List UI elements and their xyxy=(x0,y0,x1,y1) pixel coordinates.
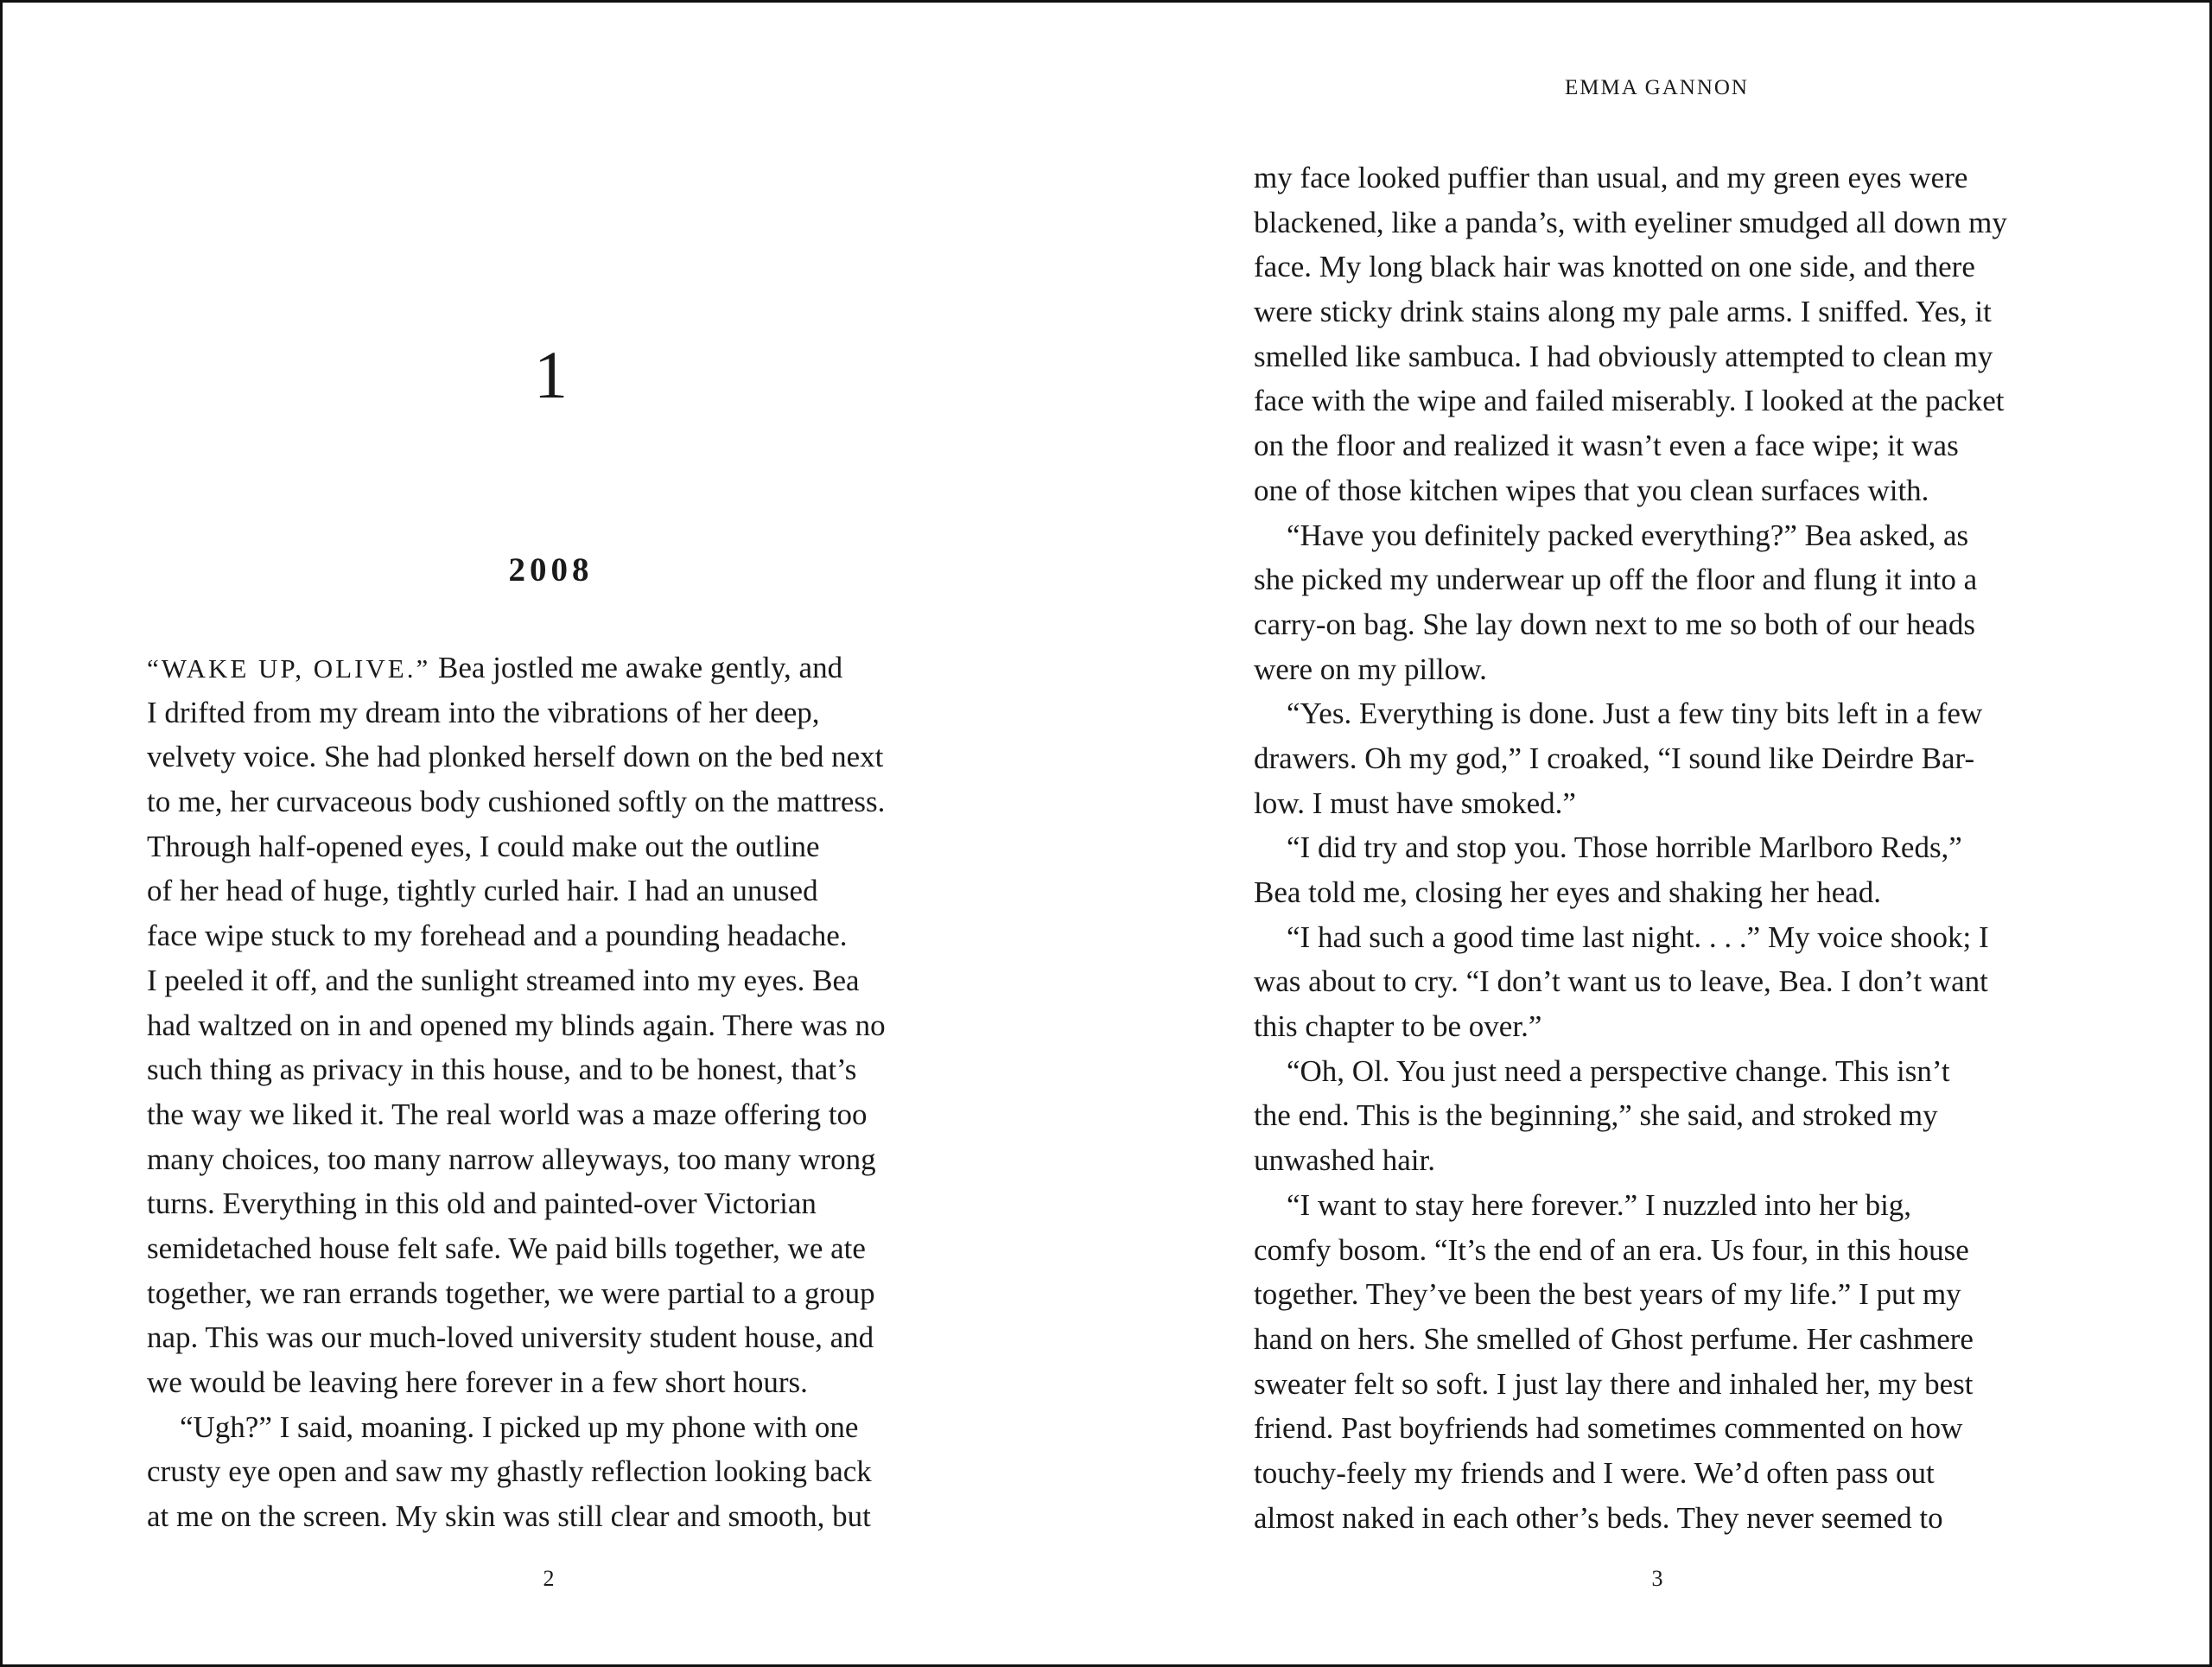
text-line: “Ugh?” I said, moaning. I picked up my phone with one xyxy=(180,1409,859,1444)
text-line: one of those kitchen wipes that you clean surfaces with. xyxy=(1254,473,1929,507)
text-line: low. I must have smoked.” xyxy=(1254,786,1576,820)
text-line: had waltzed on in and opened my blinds again. There was no xyxy=(147,1008,886,1042)
text-line: I peeled it off, and the sunlight streamed into my eyes. Bea xyxy=(147,963,860,997)
text-line: I drifted from my dream into the vibrations of her deep, xyxy=(147,695,820,729)
text-line: hand on hers. She smelled of Ghost perfume. Her cashmere xyxy=(1254,1321,1974,1356)
text-line: “I had such a good time last night. . . .” My voice shook; I xyxy=(1287,919,1989,954)
text-line: “Oh, Ol. You just need a perspective change. This isn’t xyxy=(1287,1053,1950,1088)
text-line: touchy-feely my friends and I were. We’d often pass out xyxy=(1254,1455,1935,1490)
text-line: carry-on bag. She lay down next to me so both of our heads xyxy=(1254,607,1975,641)
text-line-opening xyxy=(147,646,886,690)
text-line: smelled like sambuca. I had obviously attempted to clean my xyxy=(1254,339,1993,373)
text-line: my face looked puffier than usual, and my green eyes were xyxy=(1254,161,1968,194)
text-line: to me, her curvaceous body cushioned softly on the mattress. xyxy=(147,785,886,819)
text-line: comfy bosom. “It’s the end of an era. Us four, in this house xyxy=(1254,1232,1969,1267)
text-line: was about to cry. “I don’t want us to leave, Bea. I don’t want xyxy=(1254,964,1988,999)
text-line: were sticky drink stains along my pale arms. I sniffed. Yes, it xyxy=(1254,295,1992,329)
right-body-text xyxy=(1254,156,2007,1540)
text-line: crusty eye open and saw my ghastly reflection looking back xyxy=(147,1454,872,1489)
text-line: were on my pillow. xyxy=(1254,652,1487,686)
text-line: together. They’ve been the best years of my life.” I put my xyxy=(1254,1277,1961,1312)
text-line: “Have you definitely packed everything?” Bea asked, as xyxy=(1287,518,1969,552)
text-line: such thing as privacy in this house, and to be honest, that’s xyxy=(147,1053,857,1087)
text-line: at me on the screen. My skin was still clear and smooth, but xyxy=(147,1499,871,1534)
text-line: “I did try and stop you. Those horrible Marlboro Reds,” xyxy=(1287,830,1962,865)
opening-rest: Bea jostled me awake gently, and xyxy=(430,651,843,684)
page-number-right: 3 xyxy=(1651,1566,1663,1591)
text-line: “Yes. Everything is done. Just a few tiny bits left in a few xyxy=(1287,697,1983,731)
text-line: the way we liked it. The real world was a maze offering too xyxy=(147,1097,868,1131)
text-line: friend. Past boyfriends had sometimes commented on how xyxy=(1254,1411,1963,1446)
text-line: face. My long black hair was knotted on one side, and there xyxy=(1254,250,1975,284)
text-line: semidetached house felt safe. We paid bills together, we ate xyxy=(147,1231,866,1265)
text-line: nap. This was our much-loved university student house, and xyxy=(147,1320,874,1355)
text-line: she picked my underwear up off the floor and flung it into a xyxy=(1254,563,1978,597)
text-line: the end. This is the beginning,” she said, and stroked my xyxy=(1254,1098,1938,1133)
chapter-year: 2008 xyxy=(508,551,594,589)
running-head: EMMA GANNON xyxy=(1565,76,1749,99)
right-page xyxy=(1106,0,2212,1667)
text-line: “I want to stay here forever.” I nuzzled into her big, xyxy=(1287,1187,1912,1222)
text-line: Through half-opened eyes, I could make out the outline xyxy=(147,829,820,863)
text-line: Bea told me, closing her eyes and shaking her head. xyxy=(1254,875,1882,909)
text-line: face wipe stuck to my forehead and a pounding headache. xyxy=(147,919,848,953)
text-line: of her head of huge, tightly curled hair. I had an unused xyxy=(147,874,818,908)
text-line: almost naked in each other’s beds. They never seemed to xyxy=(1254,1500,1943,1535)
opening-smallcaps: “WAKE UP, OLIVE.” xyxy=(147,653,431,684)
text-line: unwashed hair. xyxy=(1254,1143,1435,1178)
text-line: sweater felt so soft. I just lay there and inhaled her, my best xyxy=(1254,1366,1974,1401)
text-line: many choices, too many narrow alleyways, too many wrong xyxy=(147,1142,876,1176)
text-line: on the floor and realized it wasn’t even a face wipe; it was xyxy=(1254,429,1959,463)
text-line: this chapter to be over.” xyxy=(1254,1009,1542,1044)
chapter-number: 1 xyxy=(534,337,568,412)
page-number-left: 2 xyxy=(543,1566,555,1591)
text-line: velvety voice. She had plonked herself down on the bed next xyxy=(147,740,884,774)
text-line: face with the wipe and failed miserably. I looked at the packet xyxy=(1254,384,2005,418)
text-line: we would be leaving here forever in a few short hours. xyxy=(147,1365,808,1399)
text-line: blackened, like a panda’s, with eyeliner smudged all down my xyxy=(1254,205,2007,239)
left-body-text xyxy=(147,646,886,1539)
text-line: drawers. Oh my god,” I croaked, “I sound like Deirdre Bar- xyxy=(1254,741,1975,775)
text-line: turns. Everything in this old and painted-over Victorian xyxy=(147,1187,817,1221)
text-line: together, we ran errands together, we were partial to a group xyxy=(147,1276,875,1310)
